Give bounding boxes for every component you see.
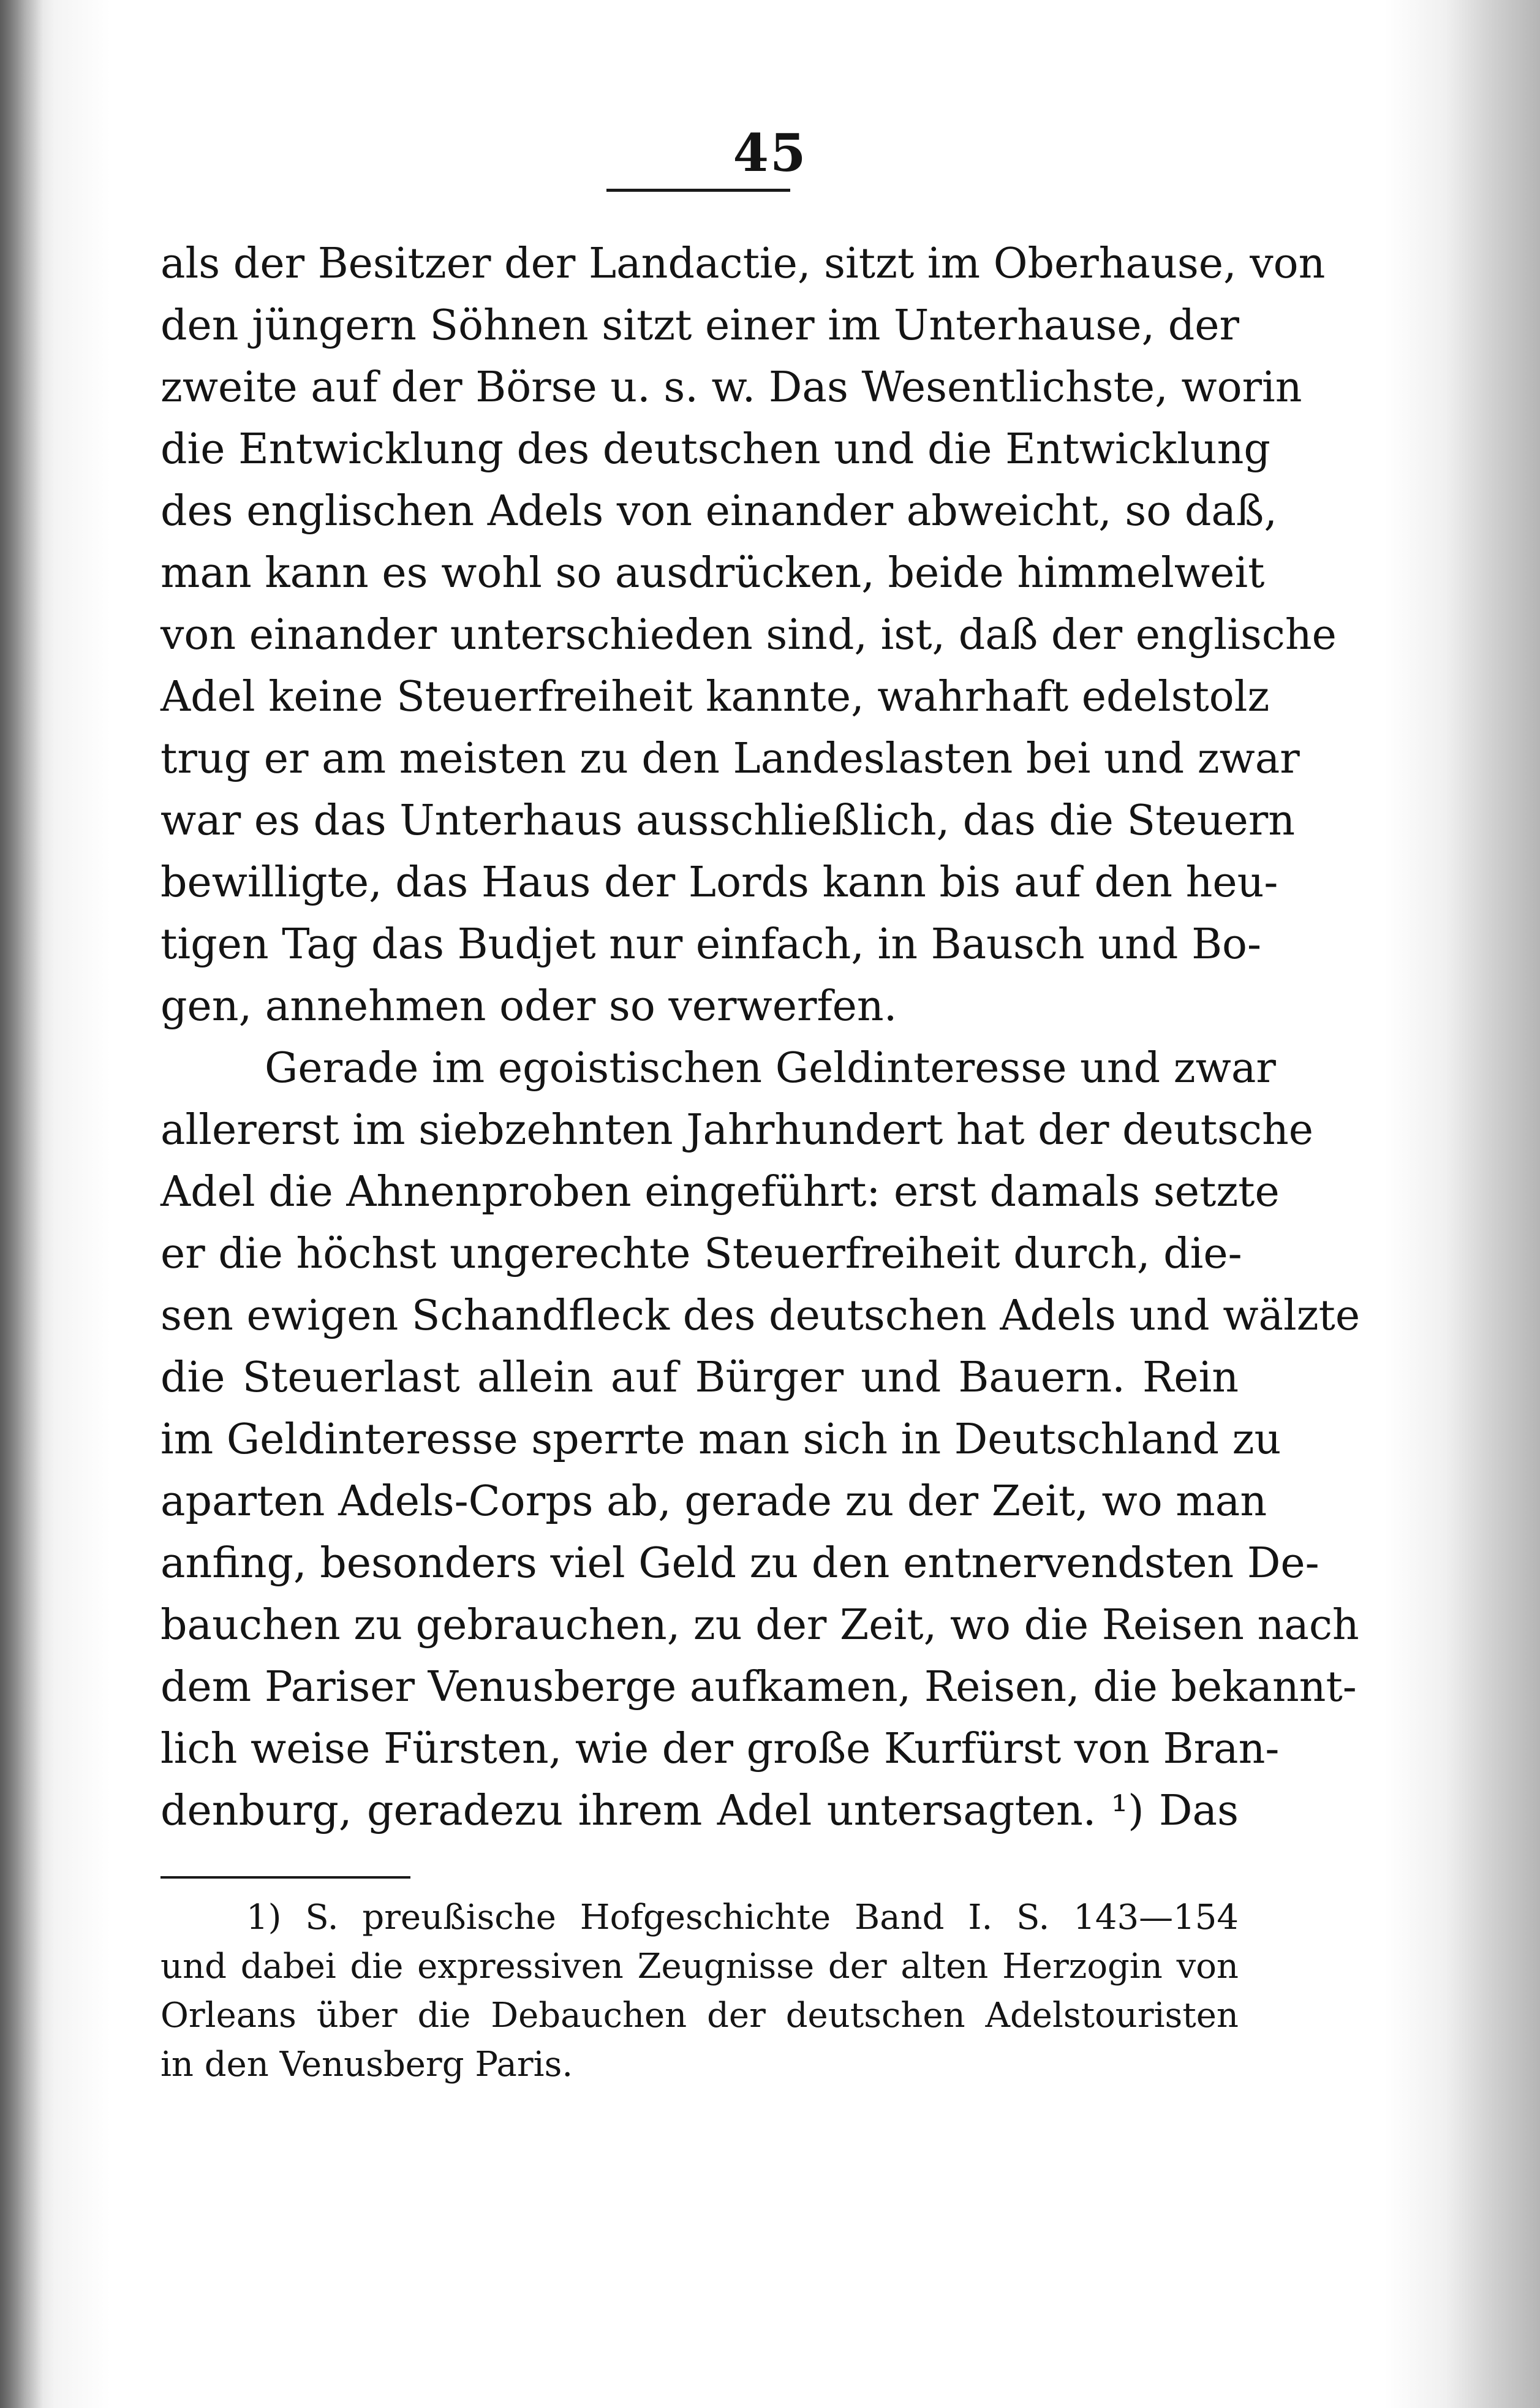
text-line: von einander unterschieden sind, ist, daß der englische [160, 611, 1337, 659]
text-line: dem Pariser Venusberge aufkamen, Reisen, die bekannt- [160, 1663, 1357, 1711]
footnote-line: 1) S. preußische Hofgeschichte Band I. S. 143—154 [246, 1898, 1239, 1937]
text-line: sen ewigen Schandfleck des deutschen Adels und wälzte [160, 1292, 1361, 1340]
text-line: des englischen Adels von einander abweicht, so daß, [160, 487, 1277, 536]
text-line: tigen Tag das Budjet nur einfach, in Bausch und Bo- [160, 920, 1261, 969]
text-line: man kann es wohl so ausdrücken, beide himmelweit [160, 549, 1265, 597]
text-line: bewilligte, das Haus der Lords kann bis auf den heu- [160, 858, 1278, 907]
text-line: anfing, besonders viel Geld zu den entnervendsten De- [160, 1539, 1319, 1588]
footnotes [160, 1893, 1239, 2089]
footnote-line: in den Venusberg Paris. [160, 2045, 573, 2084]
text-line: als der Besitzer der Landactie, sitzt im Oberhause, von [160, 240, 1326, 288]
body-text [160, 233, 1361, 1842]
text-line: bauchen zu gebrauchen, zu der Zeit, wo die Reisen nach [160, 1601, 1359, 1649]
text-line: den jüngern Söhnen sitzt einer im Unterhause, der [160, 301, 1239, 350]
text-line: er die höchst ungerechte Steuerfreiheit durch, die- [160, 1230, 1242, 1278]
text-line: im Geldinteresse sperrte man sich in Deutschland zu [160, 1415, 1281, 1464]
text-line: aparten Adels-Corps ab, gerade zu der Zeit, wo man [160, 1477, 1267, 1526]
text-line: war es das Unterhaus ausschließlich, das die Steuern [160, 797, 1296, 845]
paragraph-end-line: gen, annehmen oder so verwerfen. [160, 982, 897, 1031]
footnote-rule [160, 1876, 410, 1879]
text-line: allererst im siebzehnten Jahrhundert hat der deutsche [160, 1106, 1314, 1154]
spine-shadow [0, 0, 43, 2408]
text-line: trug er am meisten zu den Landeslasten bei und zwar [160, 735, 1300, 783]
text-line: denburg, geradezu ihrem Adel untersagten. ¹) Das [160, 1787, 1239, 1835]
text-line: Adel die Ahnenproben eingeführt: erst damals setzte [160, 1168, 1280, 1216]
paragraph-start-line: Gerade im egoistischen Geldinteresse und zwar [265, 1044, 1276, 1092]
footnote-line: Orleans über die Debauchen der deutschen Adelstouristen [160, 1996, 1239, 2035]
footnote-line: und dabei die expressiven Zeugnisse der alten Herzogin von [160, 1947, 1239, 1986]
text-line: zweite auf der Börse u. s. w. Das Wesentlichste, worin [160, 363, 1302, 412]
text-line: die Steuerlast allein auf Bürger und Bauern. Rein [160, 1354, 1239, 1402]
page-number: 45 [733, 123, 807, 183]
text-line: lich weise Fürsten, wie der große Kurfürst von Bran- [160, 1725, 1280, 1773]
header-rule [606, 189, 790, 192]
text-line: die Entwicklung des deutschen und die Entwicklung [160, 425, 1270, 474]
text-line: Adel keine Steuerfreiheit kannte, wahrhaft edelstolz [160, 673, 1270, 721]
